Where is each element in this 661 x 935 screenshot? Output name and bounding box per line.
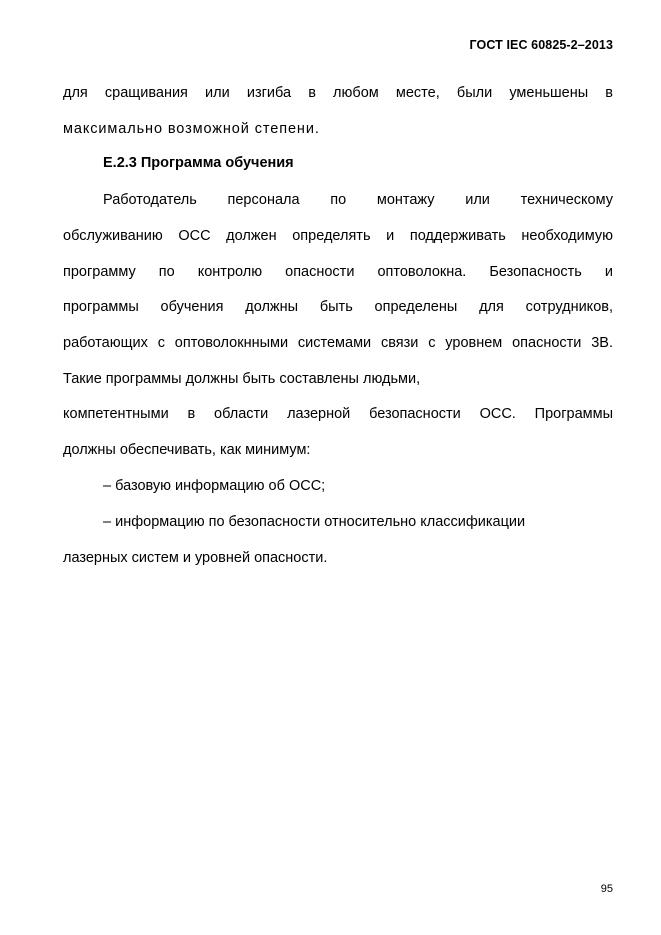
document-standard-header: ГОСТ IEC 60825-2–2013 [469,38,613,52]
body-line: обслуживанию ОСС должен определять и поддерживать необходимую [63,228,613,244]
page-number: 95 [600,883,613,895]
body-line: программы обучения должны быть определены для сотрудников, [63,299,613,315]
section-heading: Е.2.3 Программа обучения [103,155,294,171]
body-line: для сращивания или изгиба в любом месте, были уменьшены в [63,85,613,101]
body-line: максимально возможной степени. [63,121,320,137]
body-line: работающих с оптоволокнными системами связи с уровнем опасности 3В. [63,335,613,351]
body-line: Такие программы должны быть составлены людьми, [63,371,421,387]
body-line: программу по контролю опасности оптоволокна. Безопасность и [63,264,613,280]
list-item: – информацию по безопасности относительно классификации [103,514,526,530]
body-line: Работодатель персонала по монтажу или техническому [103,192,613,208]
body-line: должны обеспечивать, как минимум: [63,442,311,458]
body-line: компетентными в области лазерной безопасности ОСС. Программы [63,406,613,422]
list-item-continuation: лазерных систем и уровней опасности. [63,550,328,566]
list-item: – базовую информацию об ОСС; [103,478,326,494]
